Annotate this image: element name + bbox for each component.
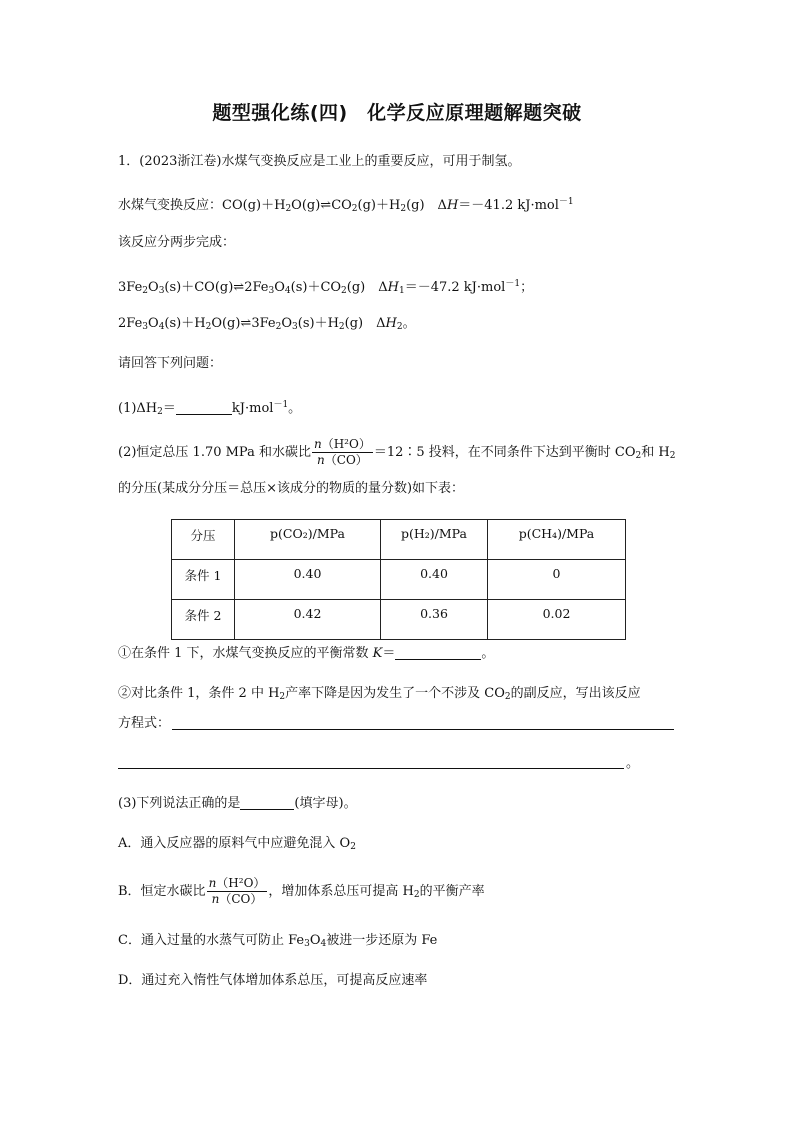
table-cell: 0.40	[381, 560, 488, 600]
table-row	[172, 600, 626, 640]
question-1-intro: 1．(2023浙江卷)水煤气变换反应是工业上的重要反应，可用于制氢。	[118, 154, 521, 169]
table-header-cell: p(CH₄)/MPa	[488, 520, 626, 560]
table-header-cell: 分压	[172, 520, 235, 560]
option-b-ratio-fraction: $\frac{\text{n（H²O）}}{n(CO)}$	[208, 876, 266, 906]
table-cell: 0.42	[235, 600, 381, 640]
part-3: (3)下列说法正确的是 (填字母)。	[118, 796, 357, 811]
step-2-reaction: $2Fe_3O_4(s)+H_2O(g)\rightleftharpoons 3Fe_2O_3(s)+H_2(g)$ $\Delta H_2$。	[118, 316, 416, 332]
part-2-line-1: (2)恒定总压 1.70 MPa 和水碳比 $\frac{\text{n（H²O）}}{n(CO)}$ ＝12∶5 投料，在不同条件下达到平衡时 $CO_2$和 $H_2$	[118, 437, 676, 467]
table-row	[172, 560, 626, 600]
table-cell: 0.36	[381, 600, 488, 640]
option-b: B．恒定水碳比 $\frac{\text{n（H²O）}}{n(CO)}$ ，增加体系总压可提高 $H_2$的平衡产率	[118, 876, 485, 906]
partial-pressure-table	[171, 519, 626, 640]
equilibrium-constant-blank[interactable]	[395, 645, 481, 660]
page-title: 题型强化练(四) 化学反应原理题解题突破	[212, 102, 582, 124]
step-1-reaction: $3Fe_2O_3(s)+CO(g)\rightleftharpoons 2Fe_3O_4(s)+CO_2(g)$ $\Delta H_1=-47.2$ kJ·mol$^{-1}$；	[118, 279, 534, 296]
part-1-answer-blank[interactable]	[176, 400, 232, 415]
equation-end: 。	[626, 756, 640, 771]
equation-answer-line-2[interactable]	[118, 768, 624, 769]
table-header-row	[172, 520, 626, 560]
option-d: D．通过充入惰性气体增加体系总压，可提高反应速率	[118, 973, 428, 988]
part-3-answer-blank[interactable]	[240, 795, 294, 810]
option-c: C．通入过量的水蒸气可防止 $Fe_3O_4$被进一步还原为 Fe	[118, 933, 438, 949]
sub-question-2: ②对比条件 1，条件 2 中 $H_2$产率下降是因为发生了一个不涉及 $CO_2$的副反应，写出该反应	[118, 686, 641, 702]
table-header-cell: p(H₂)/MPa	[381, 520, 488, 560]
equation-answer-line-1[interactable]	[172, 729, 674, 730]
overall-reaction: 水煤气变换反应：$CO(g)+H_2O(g)\rightleftharpoons CO_2(g)+H_2(g)$ ΔH＝－41.2 kJ·mol$^{-1}$	[118, 197, 574, 214]
water-carbon-ratio-fraction: $\frac{\text{n（H²O）}}{n(CO)}$	[313, 437, 371, 467]
table-cell: 0	[488, 560, 626, 600]
table-cell: 0.02	[488, 600, 626, 640]
equation-label: 方程式：	[118, 716, 171, 731]
table-cell: 0.40	[235, 560, 381, 600]
table-cell: 条件 1	[172, 560, 235, 600]
option-a: A．通入反应器的原料气中应避免混入 $O_2$	[118, 836, 356, 852]
part-2-line-2: 的分压(某成分分压＝总压×该成分的物质的量分数)如下表：	[118, 481, 465, 496]
sub-question-1: ①在条件 1 下，水煤气变换反应的平衡常数 K＝ 。	[118, 646, 495, 661]
part-1: $(1)\Delta H_2= kJ\cdot mol^{-1}$。	[118, 400, 302, 417]
two-step-text: 该反应分两步完成：	[118, 235, 236, 250]
please-answer-text: 请回答下列问题：	[118, 356, 223, 371]
table-cell: 条件 2	[172, 600, 235, 640]
table-header-cell: p(CO₂)/MPa	[235, 520, 381, 560]
